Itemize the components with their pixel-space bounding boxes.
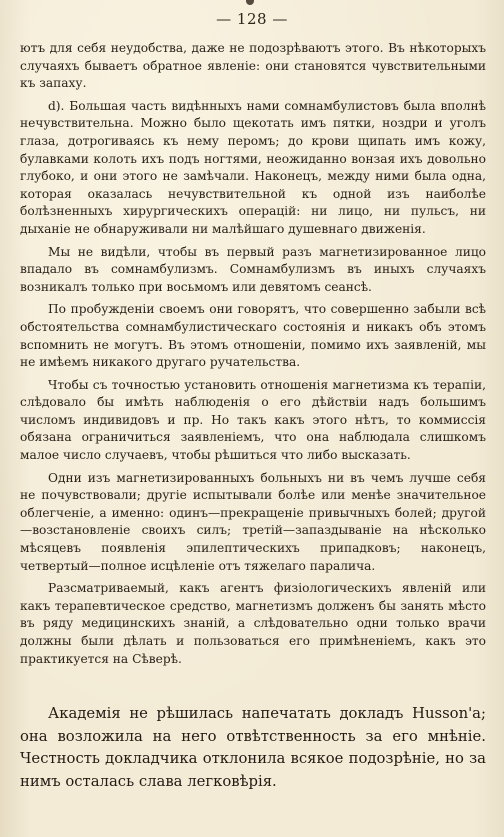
paragraph-first-session: Мы не видѣли, чтобы въ первый разъ магнетизированное лицо впадало въ сомнамбулизмъ. Сомнамбулизмъ въ иныхъ случаяхъ возникалъ только при восьмомъ или девятомъ сеансѣ. <box>20 244 486 294</box>
emphasis-text <box>20 703 486 793</box>
body-text <box>20 40 486 671</box>
ink-mark <box>246 0 254 5</box>
paragraph-academy: Академія не рѣшилась напечатать докладъ Husson'а; она возложила на него отвѣтственность за его мнѣніе. Честность докладчика отклонила всякое подозрѣніе, но за нимъ осталась слава легковѣрія. <box>20 705 486 790</box>
paragraph-patients: Одни изъ магнетизированныхъ больныхъ ни въ чемъ лучше себя не почувствовали; другіе испытывали болѣе или менѣе значительное облегченіе, а именно: одинъ—прекращеніе привычныхъ болей; другой—возстановленіе своихъ силъ; третій—запаздываніе на нѣсколько мѣсяцевъ появленія эпилептическихъ припадковъ; наконецъ, четвертый—полное исцѣленіе отъ тяжелаго паралича. <box>20 470 486 573</box>
paragraph-insensibility: d). Большая часть видѣнныхъ нами сомнамбулистовъ была вполнѣ нечувствительна. Можно было щекотать имъ пятки, ноздри и уголъ глаза, дотрогиваясь къ нему перомъ; до крови щипать имъ кожу, булавками колоть ихъ подъ ногтями, неожиданно вонзая ихъ довольно глубоко, и они этого не замѣчали. Наконецъ, между ними была одна, которая оказалась нечувствительной къ одной изъ наиболѣе болѣзненныхъ хирургическихъ операцій: ни лицо, ни пульсъ, ни дыханіе не обнаруживали ни малѣйшаго душевнаго движенія. <box>20 98 486 236</box>
paragraph-continuation: ютъ для себя неудобства, даже не подозрѣваютъ этого. Въ нѣкоторыхъ случаяхъ бываетъ обратное явленіе: они становятся чувствительными къ запаху. <box>20 41 486 91</box>
paragraph-conclusion: Разсматриваемый, какъ агентъ физіологическихъ явленій или какъ терапевтическое средство, магнетизмъ долженъ бы занять мѣсто въ ряду медицинскихъ знаній, а слѣдовательно одни только врачи должны были дѣлать и пользоваться его примѣненіемъ, какъ это практикуется на Сѣверѣ. <box>20 581 486 666</box>
paragraph-therapy: Чтобы съ точностью установить отношенія магнетизма къ терапіи, слѣдовало бы имѣть наблюденія о его дѣйствіи надъ большимъ числомъ индивидовъ и пр. Но такъ какъ этого нѣтъ, то коммиссія обязана ограничиться заявленіемъ, что она наблюдала слишкомъ малое число случаевъ, чтобы рѣшиться что либо высказать. <box>20 377 486 463</box>
page-number: — 128 — <box>216 10 288 28</box>
paragraph-awakening: По пробужденіи своемъ они говорятъ, что совершенно забыли всѣ обстоятельства сомнамбулистическаго состоянія и никакъ объ этомъ вспомнить не могутъ. Въ этомъ отношеніи, помимо ихъ заявленій, мы не имѣемъ никакого другаго ручательства. <box>20 302 486 370</box>
